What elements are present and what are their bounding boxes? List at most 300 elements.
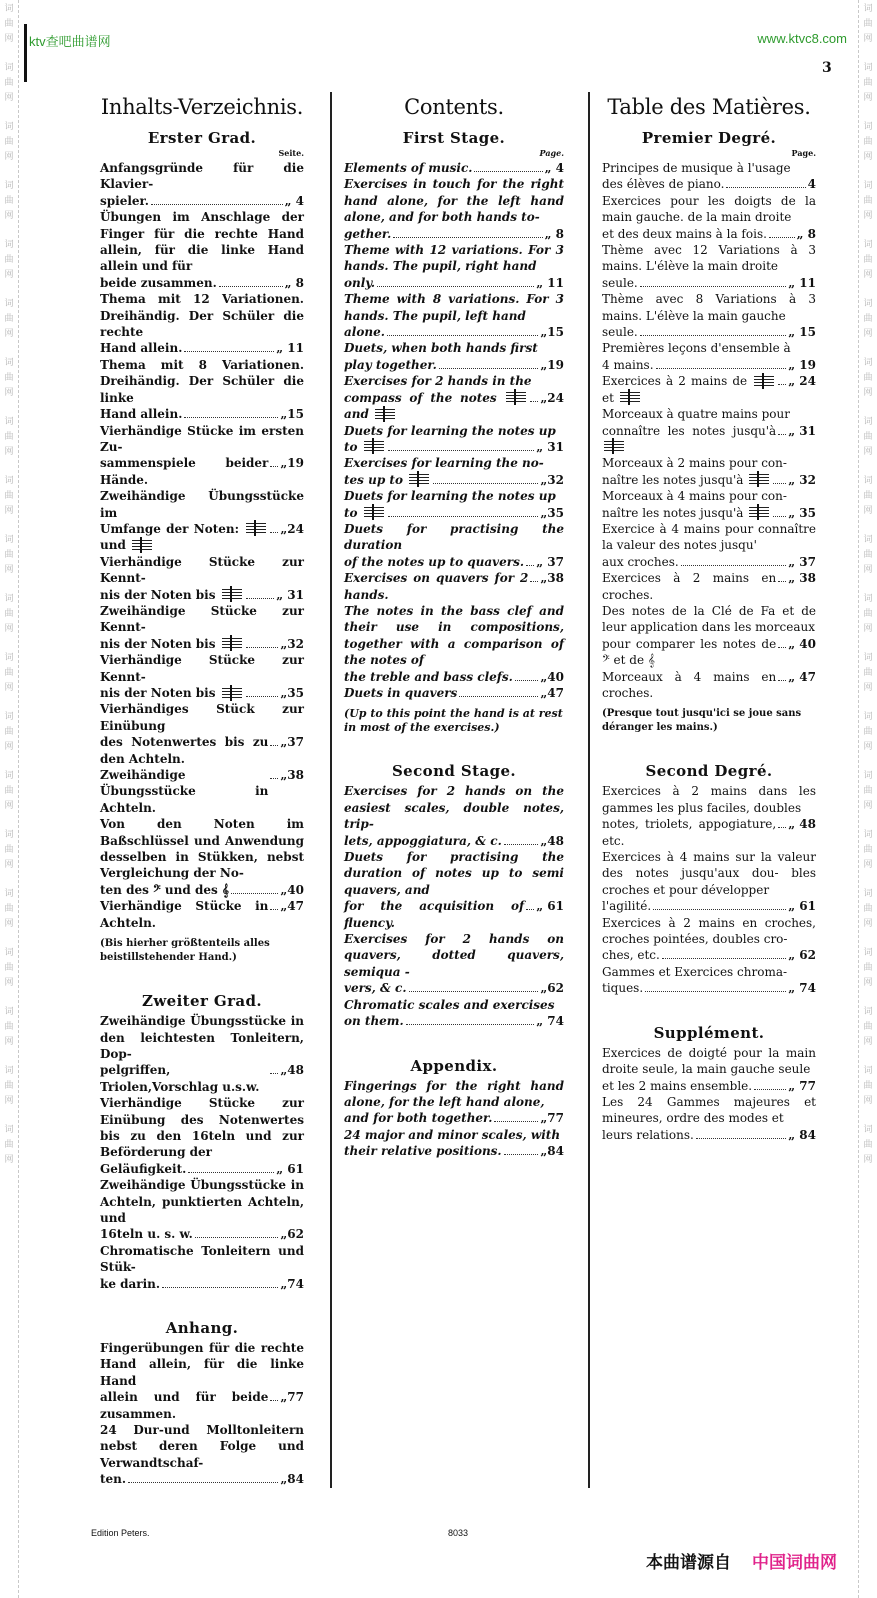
toc-entry[interactable] (344, 931, 564, 997)
watermark-glyph-group (859, 651, 877, 696)
watermark-glyph: 曲 (4, 1022, 14, 1032)
watermark-glyph: 网 (863, 742, 873, 752)
watermark-glyph-group (859, 828, 877, 873)
dot-leader (773, 516, 786, 517)
watermark-glyph: 曲 (4, 845, 14, 855)
watermark-glyph-group (0, 297, 18, 342)
toc-entry[interactable] (344, 176, 564, 242)
dot-leader (433, 483, 538, 484)
entry-text-tail: their relative positions. (344, 1144, 502, 1159)
entry-text-tail: Exercices à 2 mains de et (602, 373, 776, 406)
toc-entry[interactable] (344, 291, 564, 340)
watermark-glyph: 曲 (4, 609, 14, 619)
dot-leader (270, 778, 278, 779)
column-title: Table des Matières. (607, 95, 811, 119)
watermark-glyph: 网 (4, 329, 14, 339)
section-heading: Premier Degré. (641, 129, 777, 147)
watermark-glyph: 词 (4, 830, 14, 840)
dot-leader (270, 1073, 278, 1074)
entry-text-tail: ten des 𝄢 und des 𝄞 (100, 882, 230, 897)
section-heading: Second Degré. (645, 762, 773, 781)
watermark-glyph-group (859, 1123, 877, 1168)
entry-leader-line (100, 734, 304, 767)
watermark-glyph: 词 (4, 535, 14, 545)
page-ref: „47 (280, 899, 304, 914)
page-ref: „84 (280, 1472, 304, 1487)
watermark-glyph: 词 (4, 240, 14, 250)
entry-list (344, 1078, 564, 1160)
toc-entry[interactable] (602, 964, 816, 997)
toc-entry[interactable] (602, 488, 816, 521)
toc-entry[interactable] (100, 554, 304, 603)
toc-entry[interactable] (344, 1078, 564, 1127)
watermark-glyph-group (0, 651, 18, 696)
page-ref: „24 (280, 521, 304, 536)
watermark-glyph: 词 (4, 181, 14, 191)
toc-entry[interactable] (344, 242, 564, 291)
page-ref: „15 (280, 407, 304, 422)
entry-leader-line (344, 833, 564, 849)
page-ref: „48 (280, 1063, 304, 1078)
toc-entry[interactable] (344, 997, 564, 1030)
entry-leader-line (602, 176, 816, 192)
entry-leader-line (344, 570, 564, 603)
toc-entry[interactable] (100, 488, 304, 554)
entry-text-tail: sammenspiele beider Hände. (100, 456, 269, 487)
entry-text-tail: play together. (344, 357, 437, 372)
entry-text-tail: of the notes up to quavers. (344, 554, 525, 569)
entry-text-tail: pour comparer les notes de 𝄢 et de 𝄞 (602, 636, 777, 668)
dot-leader (459, 696, 538, 697)
dot-leader (773, 483, 786, 484)
watermark-glyph: 网 (863, 1155, 873, 1165)
entry-leader-line (602, 226, 816, 242)
entry-text-tail: aux croches. (602, 554, 679, 569)
page-ref: „19 (280, 456, 304, 471)
entry-text-tail: connaître les notes jusqu'à (602, 423, 776, 456)
entry-text: Exercises in touch for the right hand alone, for the left hand alone, and for both hands to- (344, 177, 564, 225)
entry-text-tail: naître les notes jusqu'à (602, 472, 771, 488)
watermark-glyph: 词 (863, 181, 873, 191)
entry-text-tail: only. (344, 275, 376, 290)
watermark-glyph: 网 (4, 1155, 14, 1165)
page-ref: „ 15 (788, 325, 816, 340)
section-heading-row (344, 128, 564, 148)
toc-entry[interactable] (344, 603, 564, 685)
page-ref: „ 77 (788, 1078, 816, 1093)
watermark-glyph: 词 (4, 299, 14, 309)
music-notation-icon (222, 638, 242, 650)
toc-entry[interactable] (100, 1422, 304, 1488)
entry-leader-line (344, 554, 564, 570)
watermark-glyph: 曲 (4, 19, 14, 29)
page-ref: 4 (807, 177, 816, 192)
watermark-glyph: 曲 (4, 786, 14, 796)
watermark-glyph: 词 (863, 1066, 873, 1076)
toc-entry[interactable] (344, 685, 564, 701)
watermark-glyph: 曲 (4, 727, 14, 737)
entry-text: Thème avec 8 Variations à 3 mains. L'élève la main gauche (602, 292, 816, 323)
entry-text: Thème avec 12 Variations à 3 mains. L'élève la main droite (602, 243, 816, 274)
page-ref: „ 11 (276, 341, 304, 356)
toc-entry[interactable] (602, 373, 816, 406)
watermark-glyph: 词 (863, 889, 873, 899)
watermark-glyph-group (0, 1064, 18, 1109)
entry-text-tail: et des deux mains à la fois. (602, 226, 767, 241)
toc-section (344, 761, 564, 1029)
entry-text-tail: and for both together. (344, 1111, 493, 1126)
watermark-glyph: 词 (863, 476, 873, 486)
entry-leader-line (100, 193, 304, 209)
page-ref: „40 (540, 669, 564, 684)
entry-text-tail: 4 mains. (602, 357, 654, 372)
toc-entry[interactable] (602, 521, 816, 570)
entry-text: Zweihändige Übungsstücke im (100, 489, 304, 520)
toc-entry[interactable] (602, 783, 816, 849)
toc-entry[interactable] (100, 898, 304, 931)
watermark-glyph-group (859, 474, 877, 519)
entry-leader-line (602, 669, 816, 702)
page-ref: „ 19 (788, 357, 816, 372)
entry-text: Duets for practising the duration of notes up to semi quavers, and (344, 850, 564, 897)
toc-entry[interactable] (100, 816, 304, 898)
section-heading-row (602, 1023, 816, 1043)
watermark-glyph-group (0, 1123, 18, 1168)
toc-entry[interactable] (100, 1177, 304, 1243)
watermark-glyph: 网 (863, 1096, 873, 1106)
watermark-glyph: 词 (863, 299, 873, 309)
entry-text-tail: nis der Noten bis (100, 685, 244, 701)
page-footer (0, 1528, 877, 1598)
page-ref: „ 61 (276, 1161, 304, 1176)
left-margin-watermark (0, 0, 19, 1598)
entry-text: Les 24 Gammes majeures et mineures, ordre des modes et (602, 1094, 816, 1126)
dot-leader (640, 286, 786, 287)
dot-leader (778, 434, 786, 435)
watermark-glyph: 词 (4, 594, 14, 604)
section-heading-row (100, 991, 304, 1011)
watermark-glyph-group (0, 769, 18, 814)
entry-text: Exercices pour les doigts de la main gauche. de la main droite (602, 193, 816, 225)
entry-text: Duets for practising the duration (344, 521, 564, 553)
toc-entry[interactable] (344, 455, 564, 488)
dot-leader (662, 958, 786, 959)
watermark-glyph: 网 (863, 506, 873, 516)
watermark-glyph: 网 (863, 1037, 873, 1047)
entry-leader-line (100, 275, 304, 291)
toc-entry[interactable] (602, 1094, 816, 1143)
page-ref: „ 84 (788, 1127, 816, 1142)
toc-entry[interactable] (100, 603, 304, 652)
toc-entry[interactable] (602, 406, 816, 455)
entry-text: Duets for learning the notes up (344, 489, 556, 504)
entry-text: Exercices à 2 mains en croches, croches pointées, doubles cro- (602, 915, 816, 947)
watermark-glyph: 词 (863, 830, 873, 840)
entry-text-tail: l'agilité. (602, 899, 652, 914)
toc-entry[interactable] (100, 652, 304, 701)
section-heading-row (344, 761, 564, 781)
toc-entry[interactable] (602, 242, 816, 291)
publisher-label: Edition Peters. (91, 1527, 150, 1538)
watermark-glyph: 网 (4, 978, 14, 988)
toc-entry[interactable] (100, 767, 304, 816)
dot-leader (195, 1237, 279, 1238)
watermark-glyph: 词 (863, 535, 873, 545)
entry-text-tail: Morceaux à 4 mains en croches. (602, 669, 777, 700)
page-ref: „ 8 (544, 226, 564, 241)
watermark-glyph-group (859, 946, 877, 991)
watermark-glyph: 网 (863, 978, 873, 988)
watermark-glyph: 曲 (4, 963, 14, 973)
watermark-glyph: 词 (4, 948, 14, 958)
entry-text: Premières leçons d'ensemble à (602, 341, 791, 356)
dot-leader (656, 368, 787, 369)
watermark-glyph: 网 (4, 683, 14, 693)
entry-text-tail: beide zusammen. (100, 275, 217, 290)
watermark-glyph: 曲 (863, 727, 873, 737)
column-english (332, 92, 590, 1488)
entry-list (100, 1340, 304, 1488)
watermark-glyph: 词 (863, 122, 873, 132)
watermark-glyph: 网 (863, 919, 873, 929)
watermark-glyph-group (859, 120, 877, 165)
toc-entry[interactable] (100, 1243, 304, 1292)
watermark-glyph: 网 (863, 683, 873, 693)
watermark-glyph-group (0, 238, 18, 283)
watermark-glyph: 网 (4, 93, 14, 103)
dot-leader (184, 351, 274, 352)
entry-leader-line (602, 423, 816, 456)
page-ref: „77 (280, 1390, 304, 1405)
toc-entry[interactable] (602, 849, 816, 915)
page-ref: „ 35 (788, 505, 816, 520)
entry-leader-line (344, 275, 564, 291)
watermark-glyph: 网 (4, 742, 14, 752)
watermark-glyph: 词 (863, 653, 873, 663)
toc-entry[interactable] (602, 340, 816, 373)
toc-entry[interactable] (100, 423, 304, 489)
entry-text: Exercises for learning the no- (344, 456, 544, 471)
entry-text: Chromatische Tonleitern und Stük- (100, 1243, 304, 1275)
watermark-glyph-group (859, 1064, 877, 1109)
entry-leader-line (602, 505, 816, 521)
page-ref: „40 (280, 882, 304, 897)
watermark-glyph-group (859, 297, 877, 342)
entry-leader-line (344, 1143, 564, 1159)
dot-leader (681, 565, 787, 566)
watermark-glyph: 曲 (863, 609, 873, 619)
entry-leader-line (344, 226, 564, 242)
page-ref: „ 74 (536, 1014, 564, 1029)
page-ref: „ 11 (788, 275, 816, 290)
toc-entry[interactable] (602, 455, 816, 488)
music-notation-icon (604, 441, 624, 453)
toc-entry[interactable] (100, 1013, 304, 1095)
watermark-glyph-group (0, 592, 18, 637)
music-notation-icon (222, 688, 242, 700)
watermark-glyph: 网 (4, 211, 14, 221)
entry-text-tail: Elements of music. (344, 161, 473, 175)
toc-entry[interactable] (100, 1340, 304, 1422)
watermark-glyph: 词 (4, 653, 14, 663)
entry-text: Vierhändige Stücke zur Einübung des Notenwertes bis zu den 16teln und zur Beförderung der (100, 1096, 304, 1160)
watermark-glyph-group (859, 2, 877, 47)
page-ref: „ 31 (276, 587, 304, 602)
watermark-glyph: 曲 (4, 373, 14, 383)
watermark-glyph: 网 (4, 1037, 14, 1047)
dot-leader (696, 1138, 786, 1139)
dot-leader (504, 1154, 539, 1155)
dot-leader (409, 991, 539, 992)
entry-leader-line (100, 898, 304, 931)
entry-text-tail: nis der Noten bis (100, 587, 244, 603)
page-ref: „ 37 (536, 554, 564, 569)
dot-leader (778, 680, 786, 681)
watermark-glyph: 网 (863, 447, 873, 457)
page-ref: „ 8 (284, 275, 304, 290)
dot-leader (530, 401, 538, 402)
dot-leader (754, 1089, 786, 1090)
watermark-glyph-group (859, 592, 877, 637)
section-heading: Appendix. (410, 1056, 498, 1075)
watermark-glyph-group (0, 828, 18, 873)
dot-leader (246, 696, 279, 697)
entry-text: Theme with 12 variations. For 3 hands. The pupil, right hand (344, 243, 564, 274)
watermark-glyph-group (0, 179, 18, 224)
watermark-glyph: 网 (863, 565, 873, 575)
toc-entry[interactable] (344, 849, 564, 931)
watermark-glyph: 词 (863, 63, 873, 73)
dot-leader (474, 171, 542, 172)
music-notation-icon (506, 392, 526, 404)
page-ref: „62 (280, 1227, 304, 1242)
watermark-glyph-group (0, 533, 18, 578)
entry-text-tail: lets, appoggiatura, & c. (344, 833, 502, 848)
entry-text-tail: des élèves de piano. (602, 177, 725, 192)
dot-leader (530, 581, 538, 582)
entry-leader-line (344, 685, 564, 701)
dot-leader (526, 565, 534, 566)
section-heading-row (344, 1056, 564, 1076)
toc-entry[interactable] (602, 1045, 816, 1094)
column-french (590, 92, 826, 1488)
toc-section (344, 1056, 564, 1160)
toc-entry[interactable] (100, 160, 304, 209)
toc-entry[interactable] (602, 291, 816, 340)
toc-entry[interactable] (344, 521, 564, 570)
toc-entry[interactable] (344, 423, 564, 456)
dot-leader (778, 827, 786, 828)
dot-leader (494, 1121, 538, 1122)
page-ref: „84 (540, 1144, 564, 1159)
entry-text-tail: tes up to (344, 472, 431, 488)
toc-section (602, 1023, 816, 1143)
page-ref: „ 31 (788, 423, 816, 438)
music-notation-icon (132, 540, 152, 552)
entry-text: Zweihändige Übungsstücke in Achteln, punktierten Achteln, und (100, 1178, 304, 1225)
toc-entry[interactable] (344, 373, 564, 422)
entry-text: Anfangsgründe für die Klavier- (100, 161, 304, 192)
dot-leader (504, 844, 539, 845)
watermark-glyph-group (0, 120, 18, 165)
entry-text-tail: seule. (602, 275, 638, 290)
entry-text-tail: Duets in quavers (344, 686, 458, 700)
toc-entry[interactable] (100, 291, 304, 357)
plate-number: 8033 (448, 1527, 469, 1538)
page-ref: „ 74 (788, 981, 816, 996)
toc-entry[interactable] (602, 603, 816, 669)
dot-leader (393, 237, 542, 238)
watermark-glyph: 曲 (863, 963, 873, 973)
toc-entry[interactable] (344, 488, 564, 521)
dot-leader (388, 516, 539, 517)
page-ref: „ 61 (536, 899, 564, 914)
dot-leader (246, 647, 279, 648)
section-heading-row (100, 1318, 304, 1338)
watermark-glyph: 曲 (863, 491, 873, 501)
toc-section (602, 128, 816, 735)
entry-leader-line (100, 455, 304, 488)
toc-entry[interactable] (602, 669, 816, 702)
toc-entry[interactable] (100, 357, 304, 423)
watermark-glyph: 曲 (863, 255, 873, 265)
toc-entry[interactable] (100, 701, 304, 767)
watermark-glyph-group (0, 1005, 18, 1050)
toc-entry[interactable] (344, 783, 564, 849)
entry-text: The notes in the bass clef and their use in compositions, together with a comparison of the notes of (344, 603, 564, 668)
toc-entry[interactable] (602, 193, 816, 242)
section-note: (Bis hierher größtenteils alles beistillstehender Hand.) (100, 938, 270, 964)
entry-text-tail: ches, etc. (602, 948, 660, 963)
toc-entry[interactable] (344, 340, 564, 373)
toc-entry[interactable] (602, 570, 816, 603)
watermark-glyph: 网 (4, 801, 14, 811)
section-heading-row (100, 128, 304, 148)
watermark-glyph: 词 (4, 1125, 14, 1135)
watermark-glyph-group (0, 356, 18, 401)
toc-entry[interactable] (344, 160, 564, 176)
section-heading-row (602, 128, 816, 148)
watermark-glyph: 网 (4, 506, 14, 516)
watermark-glyph: 网 (863, 152, 873, 162)
toc-entry[interactable] (602, 160, 816, 193)
watermark-glyph-group (0, 887, 18, 932)
entry-text: Thema mit 8 Variationen. Dreihändig. Der Schüler die linke (100, 357, 304, 405)
entry-leader-line (100, 406, 304, 422)
music-notation-icon (375, 409, 395, 421)
entry-text-tail: the treble and bass clefs. (344, 669, 513, 684)
watermark-glyph-group (0, 946, 18, 991)
watermark-glyph: 网 (863, 34, 873, 44)
watermark-glyph: 曲 (4, 196, 14, 206)
entry-text: Zweihändige Stücke zur Kennt- (100, 603, 304, 635)
entry-text: Duets for learning the notes up (344, 423, 556, 438)
page-column-label: Page. (539, 148, 564, 158)
toc-entry[interactable] (100, 1095, 304, 1177)
entry-leader-line (602, 275, 816, 291)
watermark-glyph: 曲 (4, 668, 14, 678)
toc-entry[interactable] (344, 570, 564, 603)
entry-text: Exercises for 2 hands on the easiest scales, double notes, trip- (344, 784, 564, 832)
watermark-glyph: 网 (4, 270, 14, 280)
toc-entry[interactable] (602, 915, 816, 964)
toc-entry[interactable] (344, 1127, 564, 1160)
page-ref: „ 4 (544, 161, 564, 175)
page-ref: „38 (540, 571, 564, 586)
watermark-glyph: 词 (4, 771, 14, 781)
toc-entry[interactable] (100, 209, 304, 291)
music-notation-icon (222, 589, 242, 601)
